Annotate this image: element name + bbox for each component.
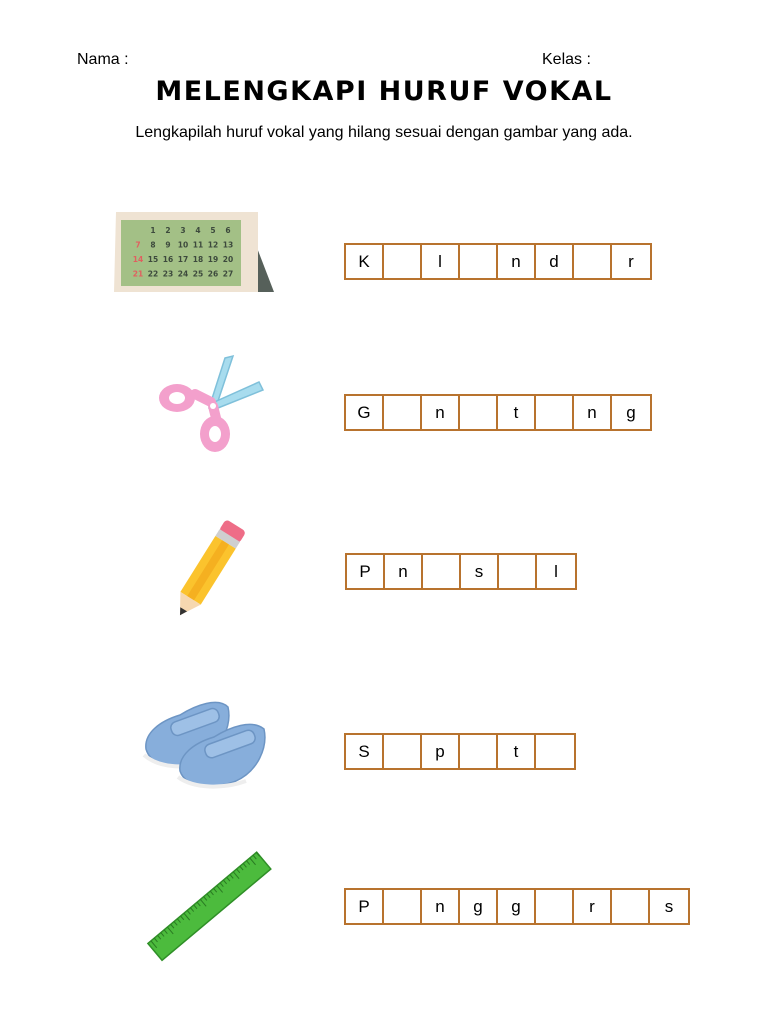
calendar-day: 16 <box>162 255 174 264</box>
blank-letter-box[interactable] <box>460 245 498 278</box>
letter-box: g <box>498 890 536 923</box>
letter-box: n <box>422 890 460 923</box>
blank-letter-box[interactable] <box>536 890 574 923</box>
calendar-day: 18 <box>192 255 204 264</box>
letter-box: t <box>498 396 536 429</box>
calendar-day: 11 <box>192 240 204 250</box>
blank-letter-box[interactable] <box>384 245 422 278</box>
calendar-day: 15 <box>147 255 159 264</box>
nama-label: Nama : <box>77 51 129 68</box>
word-boxes-kalender <box>344 243 652 280</box>
letter-box: g <box>460 890 498 923</box>
letter-box: r <box>574 890 612 923</box>
kelas-label: Kelas : <box>542 51 591 68</box>
instruction-text: Lengkapilah huruf vokal yang hilang sesuai dengan gambar yang ada. <box>135 124 633 141</box>
shoes-icon <box>140 685 275 795</box>
blank-letter-box[interactable] <box>460 735 498 768</box>
calendar-day: 23 <box>162 269 174 279</box>
calendar-day: 6 <box>225 226 231 235</box>
calendar-day: 4 <box>195 226 201 235</box>
calendar-day: 26 <box>207 269 219 279</box>
page-title: MELENGKAPI HURUF VOKAL <box>155 76 613 107</box>
calendar-day: 24 <box>177 269 189 279</box>
pencil-icon <box>165 515 250 630</box>
calendar-day: 10 <box>177 240 189 250</box>
letter-box: n <box>574 396 612 429</box>
letter-box: s <box>461 555 499 588</box>
calendar-icon <box>110 208 280 296</box>
blank-letter-box[interactable] <box>536 396 574 429</box>
blank-letter-box[interactable] <box>460 396 498 429</box>
letter-box: P <box>346 890 384 923</box>
calendar-day: 20 <box>222 255 234 264</box>
blank-letter-box[interactable] <box>384 396 422 429</box>
calendar-day: 3 <box>180 226 186 235</box>
calendar-day: 27 <box>222 269 234 279</box>
calendar-day: 7 <box>135 240 141 250</box>
letter-box: n <box>422 396 460 429</box>
calendar-day: 12 <box>207 240 219 250</box>
calendar-day: 14 <box>132 255 144 264</box>
calendar-day: 13 <box>222 240 234 250</box>
blank-letter-box[interactable] <box>574 245 612 278</box>
calendar-day: 19 <box>207 255 219 264</box>
letter-box: S <box>346 735 384 768</box>
letter-box: G <box>346 396 384 429</box>
letter-box: l <box>422 245 460 278</box>
letter-box: d <box>536 245 574 278</box>
letter-box: g <box>626 402 636 422</box>
blank-letter-box[interactable] <box>384 890 422 923</box>
calendar-day: 25 <box>192 269 204 279</box>
blank-letter-box[interactable] <box>423 555 461 588</box>
calendar-day: 21 <box>132 269 144 279</box>
word-boxes-gunting <box>344 394 652 431</box>
word-boxes-pensil <box>345 553 577 590</box>
letter-box: n <box>385 555 423 588</box>
calendar-day: 22 <box>147 269 159 279</box>
blank-letter-box[interactable] <box>536 735 574 768</box>
letter-box: l <box>554 561 558 581</box>
letter-box: K <box>346 245 384 278</box>
letter-box: n <box>498 245 536 278</box>
calendar-day: 5 <box>210 226 216 235</box>
word-boxes-sepatu <box>344 733 576 770</box>
word-boxes-penggaris <box>344 888 690 925</box>
letter-box: p <box>422 735 460 768</box>
letter-box: P <box>347 555 385 588</box>
blank-letter-box[interactable] <box>612 890 650 923</box>
calendar-day: 9 <box>165 240 171 250</box>
letter-box: s <box>664 896 674 916</box>
letter-box: r <box>628 251 634 271</box>
scissors-icon <box>155 350 270 458</box>
calendar-day: 8 <box>150 240 156 250</box>
letter-box: t <box>498 735 536 768</box>
ruler-icon <box>145 845 275 970</box>
blank-letter-box[interactable] <box>384 735 422 768</box>
blank-letter-box[interactable] <box>499 555 537 588</box>
calendar-day: 2 <box>165 226 171 235</box>
calendar-day: 1 <box>150 226 156 235</box>
calendar-day: 17 <box>177 255 189 264</box>
